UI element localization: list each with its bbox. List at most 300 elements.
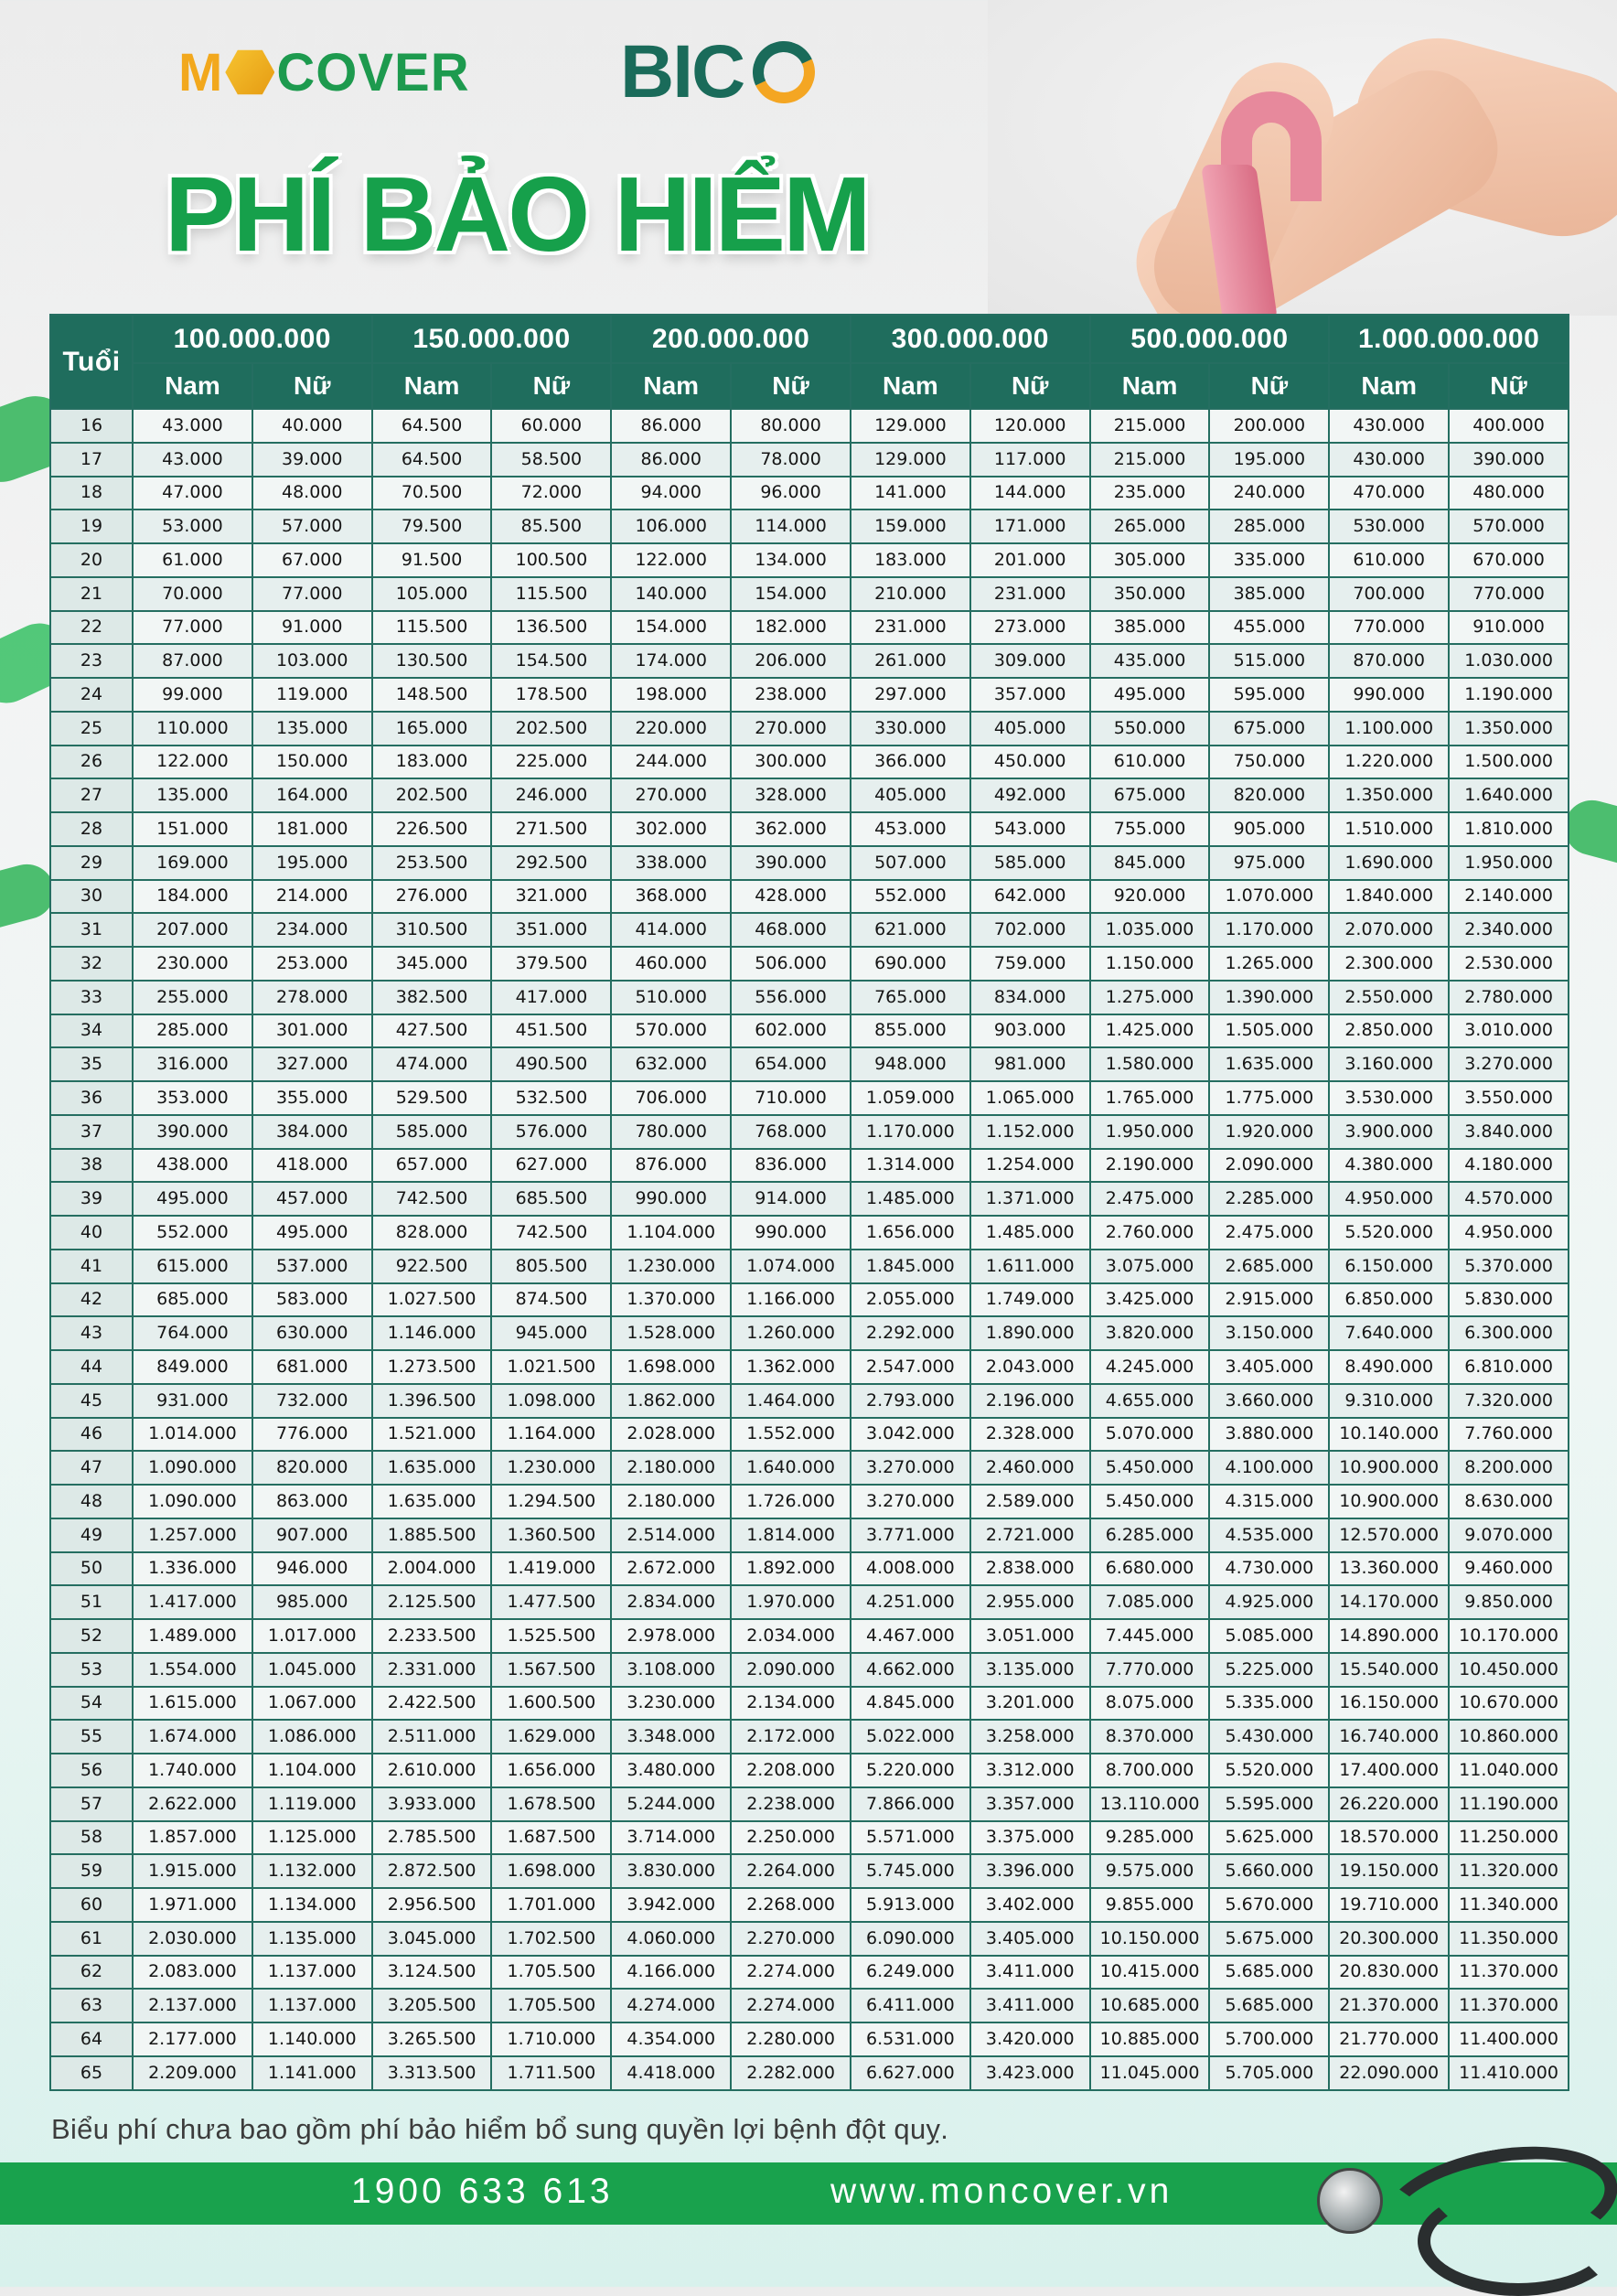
premium-cell: 202.500 bbox=[372, 778, 492, 812]
premium-cell: 201.000 bbox=[970, 543, 1090, 577]
premium-cell: 451.500 bbox=[491, 1014, 611, 1048]
age-cell: 56 bbox=[50, 1754, 133, 1787]
premium-cell: 122.000 bbox=[133, 746, 252, 779]
table-row bbox=[50, 846, 1569, 880]
age-cell: 32 bbox=[50, 947, 133, 981]
premium-cell: 72.000 bbox=[491, 477, 611, 510]
age-cell: 57 bbox=[50, 1787, 133, 1821]
premium-cell: 450.000 bbox=[970, 746, 1090, 779]
premium-cell: 3.840.000 bbox=[1449, 1115, 1569, 1149]
premium-cell: 5.675.000 bbox=[1209, 1922, 1329, 1956]
premium-cell: 2.180.000 bbox=[611, 1485, 731, 1518]
age-cell: 33 bbox=[50, 981, 133, 1014]
female-column-header: Nữ bbox=[970, 363, 1090, 409]
premium-cell: 2.250.000 bbox=[731, 1821, 851, 1855]
age-cell: 47 bbox=[50, 1451, 133, 1485]
premium-cell: 8.200.000 bbox=[1449, 1451, 1569, 1485]
premium-cell: 1.134.000 bbox=[252, 1888, 372, 1922]
premium-cell: 195.000 bbox=[252, 846, 372, 880]
premium-cell: 244.000 bbox=[611, 746, 731, 779]
premium-cell: 206.000 bbox=[731, 644, 851, 678]
age-cell: 40 bbox=[50, 1216, 133, 1250]
premium-cell: 10.170.000 bbox=[1449, 1619, 1569, 1653]
table-row bbox=[50, 1653, 1569, 1687]
premium-cell: 495.000 bbox=[133, 1182, 252, 1216]
premium-cell: 1.417.000 bbox=[133, 1585, 252, 1619]
age-cell: 35 bbox=[50, 1047, 133, 1081]
premium-cell: 681.000 bbox=[252, 1350, 372, 1384]
premium-cell: 946.000 bbox=[252, 1552, 372, 1586]
premium-cell: 1.702.500 bbox=[491, 1922, 611, 1956]
premium-cell: 405.000 bbox=[851, 778, 970, 812]
age-cell: 61 bbox=[50, 1922, 133, 1956]
premium-cell: 43.000 bbox=[133, 409, 252, 443]
premium-cell: 776.000 bbox=[252, 1418, 372, 1452]
age-cell: 23 bbox=[50, 644, 133, 678]
premium-cell: 385.000 bbox=[1209, 577, 1329, 611]
premium-cell: 8.075.000 bbox=[1090, 1687, 1210, 1721]
premium-cell: 136.500 bbox=[491, 611, 611, 645]
premium-cell: 576.000 bbox=[491, 1115, 611, 1149]
premium-cell: 675.000 bbox=[1090, 778, 1210, 812]
premium-cell: 1.360.500 bbox=[491, 1518, 611, 1552]
age-cell: 39 bbox=[50, 1182, 133, 1216]
premium-cell: 327.000 bbox=[252, 1047, 372, 1081]
premium-cell: 470.000 bbox=[1329, 477, 1449, 510]
table-row bbox=[50, 1250, 1569, 1283]
premium-cell: 1.027.500 bbox=[372, 1283, 492, 1317]
premium-cell: 16.740.000 bbox=[1329, 1720, 1449, 1754]
premium-cell: 1.141.000 bbox=[252, 2056, 372, 2090]
premium-cell: 1.419.000 bbox=[491, 1552, 611, 1586]
premium-cell: 174.000 bbox=[611, 644, 731, 678]
bic-logo-text: BIC bbox=[620, 30, 744, 113]
premium-cell: 805.500 bbox=[491, 1250, 611, 1283]
premium-cell: 2.190.000 bbox=[1090, 1149, 1210, 1183]
premium-cell: 1.230.000 bbox=[491, 1451, 611, 1485]
premium-cell: 2.070.000 bbox=[1329, 913, 1449, 947]
premium-cell: 543.000 bbox=[970, 812, 1090, 846]
premium-cell: 627.000 bbox=[491, 1149, 611, 1183]
premium-cell: 43.000 bbox=[133, 443, 252, 477]
premium-cell: 159.000 bbox=[851, 510, 970, 543]
premium-cell: 1.970.000 bbox=[731, 1585, 851, 1619]
premium-cell: 907.000 bbox=[252, 1518, 372, 1552]
premium-cell: 845.000 bbox=[1090, 846, 1210, 880]
premium-cell: 4.730.000 bbox=[1209, 1552, 1329, 1586]
premium-cell: 328.000 bbox=[731, 778, 851, 812]
sum-insured-header: 300.000.000 bbox=[851, 315, 1090, 363]
premium-cell: 1.615.000 bbox=[133, 1687, 252, 1721]
premium-cell: 874.500 bbox=[491, 1283, 611, 1317]
premium-cell: 1.045.000 bbox=[252, 1653, 372, 1687]
premium-cell: 1.140.000 bbox=[252, 2022, 372, 2056]
premium-cell: 532.500 bbox=[491, 1081, 611, 1115]
premium-cell: 366.000 bbox=[851, 746, 970, 779]
premium-cell: 19.710.000 bbox=[1329, 1888, 1449, 1922]
premium-cell: 1.710.000 bbox=[491, 2022, 611, 2056]
premium-cell: 2.274.000 bbox=[731, 1956, 851, 1990]
premium-cell: 79.500 bbox=[372, 510, 492, 543]
premium-cell: 4.467.000 bbox=[851, 1619, 970, 1653]
premium-cell: 11.350.000 bbox=[1449, 1922, 1569, 1956]
premium-cell: 1.857.000 bbox=[133, 1821, 252, 1855]
age-cell: 21 bbox=[50, 577, 133, 611]
premium-cell: 6.627.000 bbox=[851, 2056, 970, 2090]
table-row bbox=[50, 1047, 1569, 1081]
premium-cell: 5.685.000 bbox=[1209, 1989, 1329, 2022]
stethoscope-illustration bbox=[1299, 2131, 1617, 2287]
premium-cell: 2.030.000 bbox=[133, 1922, 252, 1956]
premium-cell: 220.000 bbox=[611, 712, 731, 746]
premium-cell: 11.190.000 bbox=[1449, 1787, 1569, 1821]
premium-cell: 742.500 bbox=[372, 1182, 492, 1216]
premium-cell: 6.411.000 bbox=[851, 1989, 970, 2022]
premium-cell: 920.000 bbox=[1090, 880, 1210, 914]
age-cell: 42 bbox=[50, 1283, 133, 1317]
premium-cell: 570.000 bbox=[1449, 510, 1569, 543]
premium-cell: 690.000 bbox=[851, 947, 970, 981]
premium-cell: 6.249.000 bbox=[851, 1956, 970, 1990]
age-cell: 60 bbox=[50, 1888, 133, 1922]
premium-cell: 200.000 bbox=[1209, 409, 1329, 443]
premium-cell: 353.000 bbox=[133, 1081, 252, 1115]
premium-cell: 670.000 bbox=[1449, 543, 1569, 577]
male-column-header: Nam bbox=[133, 363, 252, 409]
premium-cell: 537.000 bbox=[252, 1250, 372, 1283]
premium-cell: 3.312.000 bbox=[970, 1754, 1090, 1787]
premium-cell: 390.000 bbox=[731, 846, 851, 880]
premium-cell: 210.000 bbox=[851, 577, 970, 611]
premium-cell: 1.950.000 bbox=[1449, 846, 1569, 880]
premium-cell: 67.000 bbox=[252, 543, 372, 577]
premium-cell: 253.500 bbox=[372, 846, 492, 880]
premium-cell: 621.000 bbox=[851, 913, 970, 947]
premium-cell: 1.775.000 bbox=[1209, 1081, 1329, 1115]
premium-cell: 2.172.000 bbox=[731, 1720, 851, 1754]
premium-cell: 1.862.000 bbox=[611, 1384, 731, 1418]
table-row bbox=[50, 678, 1569, 712]
sum-insured-header: 200.000.000 bbox=[611, 315, 851, 363]
premium-cell: 1.035.000 bbox=[1090, 913, 1210, 947]
premium-cell: 990.000 bbox=[1329, 678, 1449, 712]
premium-cell: 171.000 bbox=[970, 510, 1090, 543]
premium-cell: 2.300.000 bbox=[1329, 947, 1449, 981]
table-row bbox=[50, 913, 1569, 947]
bic-logo bbox=[620, 30, 820, 113]
premium-cell: 9.285.000 bbox=[1090, 1821, 1210, 1855]
premium-cell: 1.892.000 bbox=[731, 1552, 851, 1586]
premium-cell: 273.000 bbox=[970, 611, 1090, 645]
premium-cell: 5.705.000 bbox=[1209, 2056, 1329, 2090]
premium-cell: 4.662.000 bbox=[851, 1653, 970, 1687]
premium-cell: 1.640.000 bbox=[731, 1451, 851, 1485]
premium-cell: 770.000 bbox=[1329, 611, 1449, 645]
premium-cell: 1.273.500 bbox=[372, 1350, 492, 1384]
premium-cell: 70.500 bbox=[372, 477, 492, 510]
premium-cell: 1.690.000 bbox=[1329, 846, 1449, 880]
table-row bbox=[50, 1821, 1569, 1855]
age-cell: 20 bbox=[50, 543, 133, 577]
premium-cell: 1.125.000 bbox=[252, 1821, 372, 1855]
page-title: PHÍ BẢO HIỂM bbox=[165, 155, 869, 274]
premium-cell: 77.000 bbox=[252, 577, 372, 611]
premium-cell: 11.370.000 bbox=[1449, 1989, 1569, 2022]
premium-cell: 3.530.000 bbox=[1329, 1081, 1449, 1115]
premium-cell: 3.313.500 bbox=[372, 2056, 492, 2090]
premium-cell: 103.000 bbox=[252, 644, 372, 678]
premium-cell: 780.000 bbox=[611, 1115, 731, 1149]
premium-cell: 1.635.000 bbox=[372, 1451, 492, 1485]
premium-cell: 2.209.000 bbox=[133, 2056, 252, 2090]
premium-cell: 1.698.000 bbox=[491, 1854, 611, 1888]
premium-cell: 135.000 bbox=[133, 778, 252, 812]
premium-cell: 8.370.000 bbox=[1090, 1720, 1210, 1754]
premium-cell: 506.000 bbox=[731, 947, 851, 981]
table-row bbox=[50, 1687, 1569, 1721]
premium-cell: 7.085.000 bbox=[1090, 1585, 1210, 1619]
premium-cell: 7.320.000 bbox=[1449, 1384, 1569, 1418]
premium-cell: 1.528.000 bbox=[611, 1316, 731, 1350]
premium-cell: 610.000 bbox=[1329, 543, 1449, 577]
premium-cell: 3.124.500 bbox=[372, 1956, 492, 1990]
premium-cell: 642.000 bbox=[970, 880, 1090, 914]
premium-cell: 150.000 bbox=[252, 746, 372, 779]
premium-cell: 903.000 bbox=[970, 1014, 1090, 1048]
premium-cell: 86.000 bbox=[611, 409, 731, 443]
premium-cell: 5.595.000 bbox=[1209, 1787, 1329, 1821]
premium-cell: 285.000 bbox=[133, 1014, 252, 1048]
premium-table bbox=[49, 314, 1569, 2091]
premium-cell: 3.010.000 bbox=[1449, 1014, 1569, 1048]
premium-cell: 1.726.000 bbox=[731, 1485, 851, 1518]
table-row bbox=[50, 443, 1569, 477]
premium-cell: 9.460.000 bbox=[1449, 1552, 1569, 1586]
premium-cell: 3.270.000 bbox=[851, 1451, 970, 1485]
premium-cell: 278.000 bbox=[252, 981, 372, 1014]
premium-cell: 144.000 bbox=[970, 477, 1090, 510]
premium-cell: 140.000 bbox=[611, 577, 731, 611]
premium-cell: 1.065.000 bbox=[970, 1081, 1090, 1115]
premium-cell: 2.785.500 bbox=[372, 1821, 492, 1855]
premium-cell: 990.000 bbox=[731, 1216, 851, 1250]
premium-cell: 1.257.000 bbox=[133, 1518, 252, 1552]
premium-cell: 507.000 bbox=[851, 846, 970, 880]
premium-cell: 2.589.000 bbox=[970, 1485, 1090, 1518]
premium-cell: 110.000 bbox=[133, 712, 252, 746]
premium-cell: 905.000 bbox=[1209, 812, 1329, 846]
female-column-header: Nữ bbox=[1449, 363, 1569, 409]
premium-cell: 285.000 bbox=[1209, 510, 1329, 543]
premium-cell: 1.150.000 bbox=[1090, 947, 1210, 981]
table-row bbox=[50, 1619, 1569, 1653]
premium-cell: 2.872.500 bbox=[372, 1854, 492, 1888]
premium-cell: 5.085.000 bbox=[1209, 1619, 1329, 1653]
premium-cell: 1.350.000 bbox=[1449, 712, 1569, 746]
premium-cell: 8.490.000 bbox=[1329, 1350, 1449, 1384]
table-row bbox=[50, 1585, 1569, 1619]
premium-cell: 755.000 bbox=[1090, 812, 1210, 846]
premium-cell: 1.765.000 bbox=[1090, 1081, 1210, 1115]
premium-cell: 10.150.000 bbox=[1090, 1922, 1210, 1956]
premium-cell: 302.000 bbox=[611, 812, 731, 846]
premium-cell: 5.370.000 bbox=[1449, 1250, 1569, 1283]
table-row bbox=[50, 1182, 1569, 1216]
premium-cell: 19.150.000 bbox=[1329, 1854, 1449, 1888]
premium-cell: 552.000 bbox=[133, 1216, 252, 1250]
premium-cell: 855.000 bbox=[851, 1014, 970, 1048]
premium-cell: 1.611.000 bbox=[970, 1250, 1090, 1283]
premium-cell: 3.201.000 bbox=[970, 1687, 1090, 1721]
premium-cell: 85.500 bbox=[491, 510, 611, 543]
premium-cell: 5.450.000 bbox=[1090, 1485, 1210, 1518]
premium-cell: 510.000 bbox=[611, 981, 731, 1014]
premium-cell: 20.300.000 bbox=[1329, 1922, 1449, 1956]
premium-cell: 5.700.000 bbox=[1209, 2022, 1329, 2056]
premium-cell: 91.000 bbox=[252, 611, 372, 645]
premium-cell: 742.500 bbox=[491, 1216, 611, 1250]
premium-cell: 10.140.000 bbox=[1329, 1418, 1449, 1452]
premium-cell: 1.500.000 bbox=[1449, 746, 1569, 779]
premium-cell: 914.000 bbox=[731, 1182, 851, 1216]
premium-cell: 1.915.000 bbox=[133, 1854, 252, 1888]
sum-insured-header: 100.000.000 bbox=[133, 315, 372, 363]
premium-cell: 2.422.500 bbox=[372, 1687, 492, 1721]
premium-cell: 9.070.000 bbox=[1449, 1518, 1569, 1552]
age-cell: 45 bbox=[50, 1384, 133, 1418]
premium-cell: 945.000 bbox=[491, 1316, 611, 1350]
premium-cell: 1.350.000 bbox=[1329, 778, 1449, 812]
premium-cell: 3.051.000 bbox=[970, 1619, 1090, 1653]
premium-cell: 1.336.000 bbox=[133, 1552, 252, 1586]
premium-cell: 1.086.000 bbox=[252, 1720, 372, 1754]
premium-cell: 3.108.000 bbox=[611, 1653, 731, 1687]
premium-cell: 87.000 bbox=[133, 644, 252, 678]
premium-cell: 710.000 bbox=[731, 1081, 851, 1115]
premium-cell: 345.000 bbox=[372, 947, 492, 981]
premium-cell: 60.000 bbox=[491, 409, 611, 443]
premium-cell: 11.370.000 bbox=[1449, 1956, 1569, 1990]
premium-cell: 2.838.000 bbox=[970, 1552, 1090, 1586]
premium-cell: 2.514.000 bbox=[611, 1518, 731, 1552]
premium-cell: 2.270.000 bbox=[731, 1922, 851, 1956]
premium-cell: 183.000 bbox=[851, 543, 970, 577]
premium-cell: 4.570.000 bbox=[1449, 1182, 1569, 1216]
male-column-header: Nam bbox=[372, 363, 492, 409]
premium-cell: 99.000 bbox=[133, 678, 252, 712]
premium-cell: 1.166.000 bbox=[731, 1283, 851, 1317]
premium-cell: 428.000 bbox=[731, 880, 851, 914]
premium-cell: 1.137.000 bbox=[252, 1956, 372, 1990]
age-cell: 50 bbox=[50, 1552, 133, 1586]
age-cell: 65 bbox=[50, 2056, 133, 2090]
premium-cell: 368.000 bbox=[611, 880, 731, 914]
premium-cell: 1.635.000 bbox=[1209, 1047, 1329, 1081]
table-row bbox=[50, 1922, 1569, 1956]
premium-cell: 3.420.000 bbox=[970, 2022, 1090, 2056]
premium-cell: 3.396.000 bbox=[970, 1854, 1090, 1888]
premium-cell: 4.315.000 bbox=[1209, 1485, 1329, 1518]
premium-cell: 5.220.000 bbox=[851, 1754, 970, 1787]
premium-cell: 14.890.000 bbox=[1329, 1619, 1449, 1653]
premium-cell: 1.370.000 bbox=[611, 1283, 731, 1317]
premium-cell: 384.000 bbox=[252, 1115, 372, 1149]
premium-cell: 7.770.000 bbox=[1090, 1653, 1210, 1687]
premium-cell: 1.705.500 bbox=[491, 1956, 611, 1990]
premium-cell: 330.000 bbox=[851, 712, 970, 746]
premium-cell: 768.000 bbox=[731, 1115, 851, 1149]
premium-cell: 1.485.000 bbox=[851, 1182, 970, 1216]
age-cell: 48 bbox=[50, 1485, 133, 1518]
moncover-logo-m: M bbox=[178, 42, 224, 102]
premium-cell: 1.190.000 bbox=[1449, 678, 1569, 712]
age-cell: 55 bbox=[50, 1720, 133, 1754]
female-column-header: Nữ bbox=[731, 363, 851, 409]
premium-cell: 615.000 bbox=[133, 1250, 252, 1283]
age-cell: 49 bbox=[50, 1518, 133, 1552]
premium-cell: 3.160.000 bbox=[1329, 1047, 1449, 1081]
premium-cell: 115.500 bbox=[491, 577, 611, 611]
premium-cell: 1.170.000 bbox=[851, 1115, 970, 1149]
premium-cell: 3.933.000 bbox=[372, 1787, 492, 1821]
premium-cell: 981.000 bbox=[970, 1047, 1090, 1081]
premium-cell: 11.040.000 bbox=[1449, 1754, 1569, 1787]
premium-cell: 351.000 bbox=[491, 913, 611, 947]
premium-cell: 876.000 bbox=[611, 1149, 731, 1183]
premium-cell: 6.150.000 bbox=[1329, 1250, 1449, 1283]
table-row bbox=[50, 1350, 1569, 1384]
premium-cell: 1.059.000 bbox=[851, 1081, 970, 1115]
premium-cell: 5.571.000 bbox=[851, 1821, 970, 1855]
premium-cell: 4.950.000 bbox=[1329, 1182, 1449, 1216]
table-row bbox=[50, 1552, 1569, 1586]
premium-cell: 265.000 bbox=[1090, 510, 1210, 543]
premium-cell: 10.415.000 bbox=[1090, 1956, 1210, 1990]
premium-cell: 58.500 bbox=[491, 443, 611, 477]
premium-cell: 3.402.000 bbox=[970, 1888, 1090, 1922]
male-column-header: Nam bbox=[1090, 363, 1210, 409]
premium-cell: 22.090.000 bbox=[1329, 2056, 1449, 2090]
age-cell: 46 bbox=[50, 1418, 133, 1452]
table-row bbox=[50, 1384, 1569, 1418]
premium-cell: 2.043.000 bbox=[970, 1350, 1090, 1384]
premium-cell: 585.000 bbox=[970, 846, 1090, 880]
premium-cell: 1.635.000 bbox=[372, 1485, 492, 1518]
premium-cell: 8.700.000 bbox=[1090, 1754, 1210, 1787]
website-link[interactable]: www.moncover.vn bbox=[830, 2172, 1173, 2211]
premium-cell: 1.510.000 bbox=[1329, 812, 1449, 846]
age-cell: 34 bbox=[50, 1014, 133, 1048]
premium-cell: 2.264.000 bbox=[731, 1854, 851, 1888]
premium-cell: 1.100.000 bbox=[1329, 712, 1449, 746]
table-row bbox=[50, 981, 1569, 1014]
age-cell: 44 bbox=[50, 1350, 133, 1384]
premium-cell: 515.000 bbox=[1209, 644, 1329, 678]
hotline-phone[interactable]: 1900 633 613 bbox=[351, 2172, 614, 2211]
hexagon-icon bbox=[225, 48, 274, 97]
premium-cell: 457.000 bbox=[252, 1182, 372, 1216]
premium-cell: 261.000 bbox=[851, 644, 970, 678]
premium-cell: 2.083.000 bbox=[133, 1956, 252, 1990]
premium-cell: 630.000 bbox=[252, 1316, 372, 1350]
premium-cell: 1.152.000 bbox=[970, 1115, 1090, 1149]
premium-cell: 1.254.000 bbox=[970, 1149, 1090, 1183]
premium-cell: 1.629.000 bbox=[491, 1720, 611, 1754]
premium-cell: 595.000 bbox=[1209, 678, 1329, 712]
age-cell: 54 bbox=[50, 1687, 133, 1721]
premium-cell: 870.000 bbox=[1329, 644, 1449, 678]
female-column-header: Nữ bbox=[252, 363, 372, 409]
